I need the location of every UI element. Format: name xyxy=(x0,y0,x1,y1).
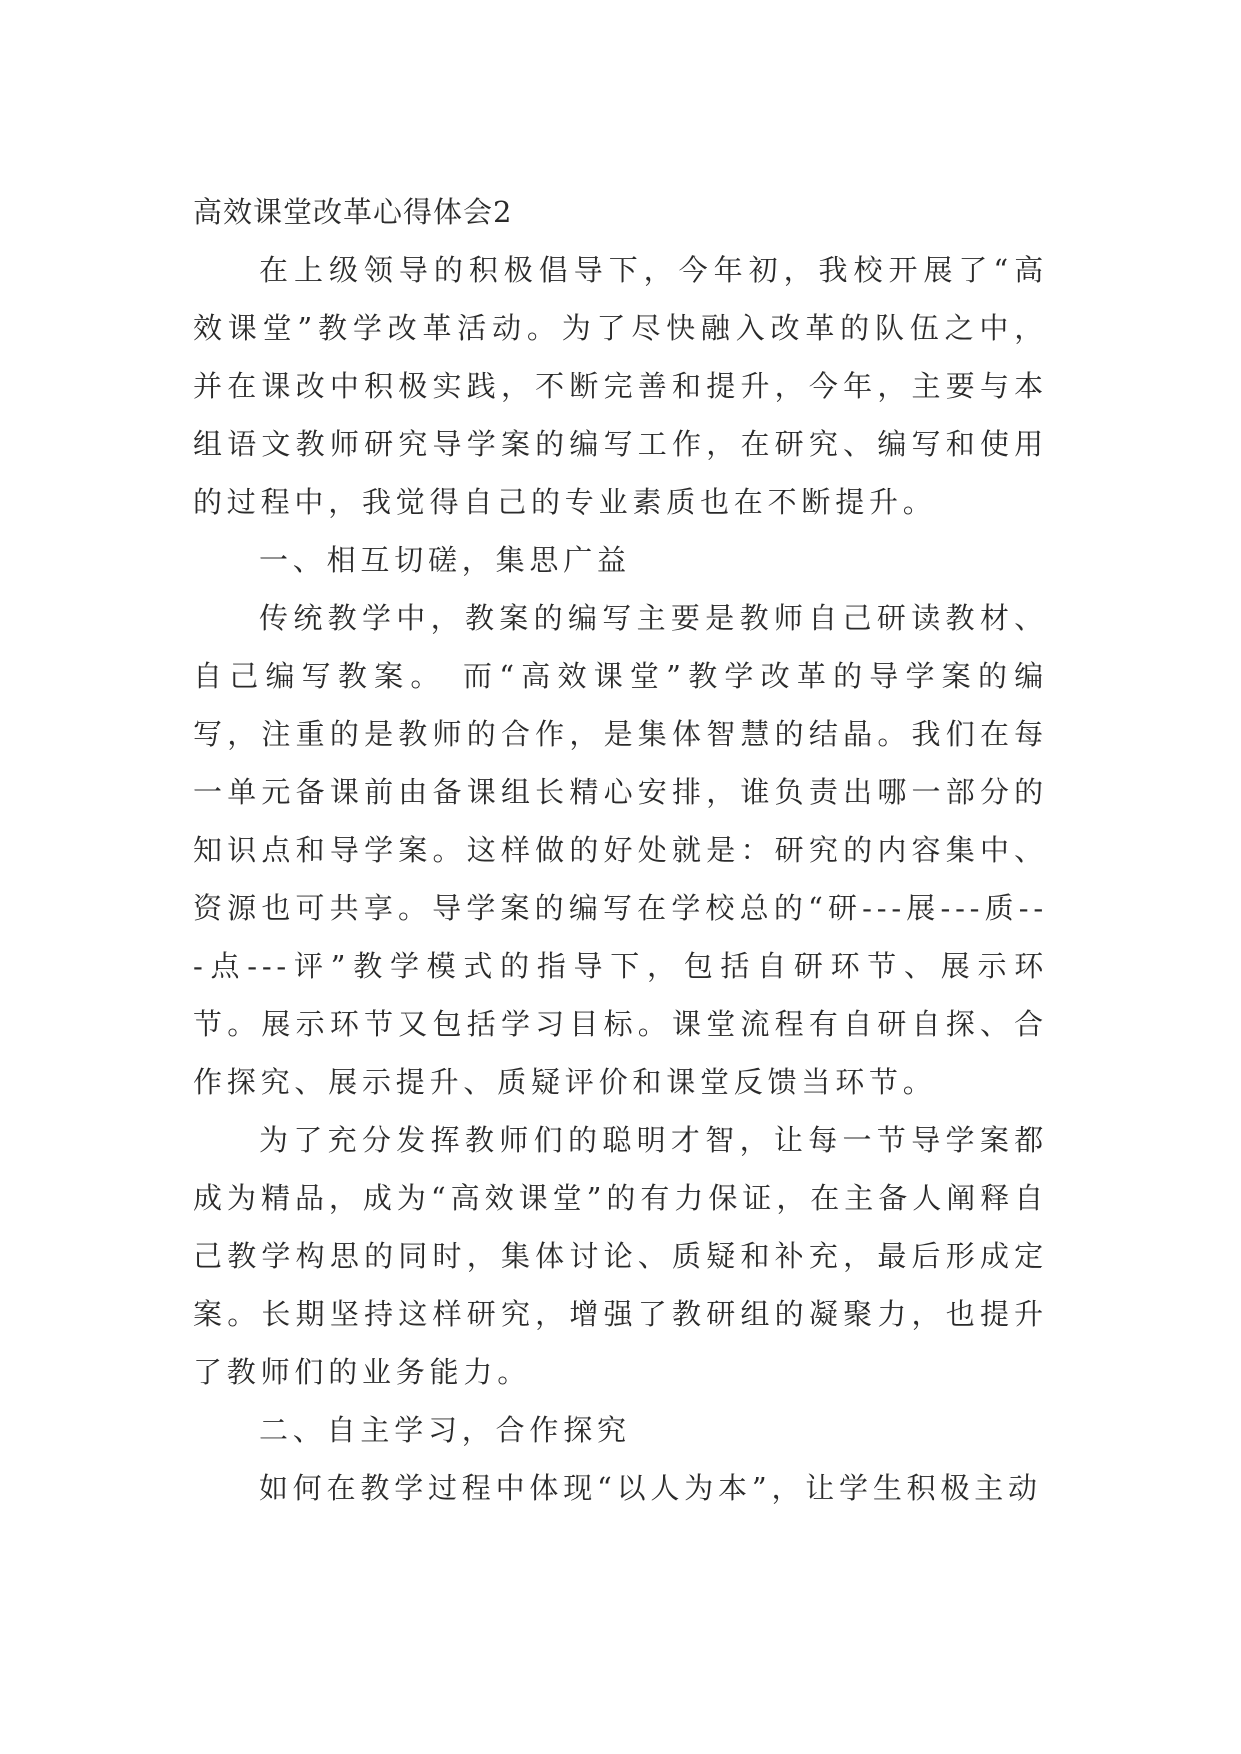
paragraph-collaboration: 为了充分发挥教师们的聪明才智，让每一节导学案都成为精品，成为“高效课堂”的有力保证，在主备人阐释自己教学构思的同时，集体讨论、质疑和补充，最后形成定案。长期坚持这样研究，增强了教研组的凝聚力，也提升了教师们的业务能力。 xyxy=(193,1123,1048,1389)
paragraph-student-centered: 如何在教学过程中体现“以人为本”，让学生积极主动 xyxy=(259,1471,1042,1505)
paragraph-lesson-plan: 传统教学中，教案的编写主要是教师自己研读教材、自己编写教案。 而“高效课堂”教学改革的导学案的编写，注重的是教师的合作，是集体智慧的结晶。我们在每一单元备课前由备课组长精心安排，谁负责出哪一部分的知识点和导学案。这样做的好处就是：研究的内容集中、资源也可共享。导学案的编写在学校总的“研---展---质---点---评”教学模式的指导下，包括自研环节、展示环节。展示环节又包括学习目标。课堂流程有自研自探、合作探究、展示提升、质疑评价和课堂反馈当环节。 xyxy=(193,601,1048,1099)
document-title: 高效课堂改革心得体会2 xyxy=(193,195,513,229)
section-heading-1: 一、相互切磋，集思广益 xyxy=(259,543,631,577)
paragraph-intro: 在上级领导的积极倡导下，今年初，我校开展了“高效课堂”教学改革活动。为了尽快融入改革的队伍之中，并在课改中积极实践，不断完善和提升，今年，主要与本组语文教师研究导学案的编写工作，在研究、编写和使用的过程中，我觉得自己的专业素质也在不断提升。 xyxy=(193,253,1048,519)
section-heading-2: 二、自主学习，合作探究 xyxy=(259,1413,631,1447)
document-body xyxy=(193,183,1048,1517)
